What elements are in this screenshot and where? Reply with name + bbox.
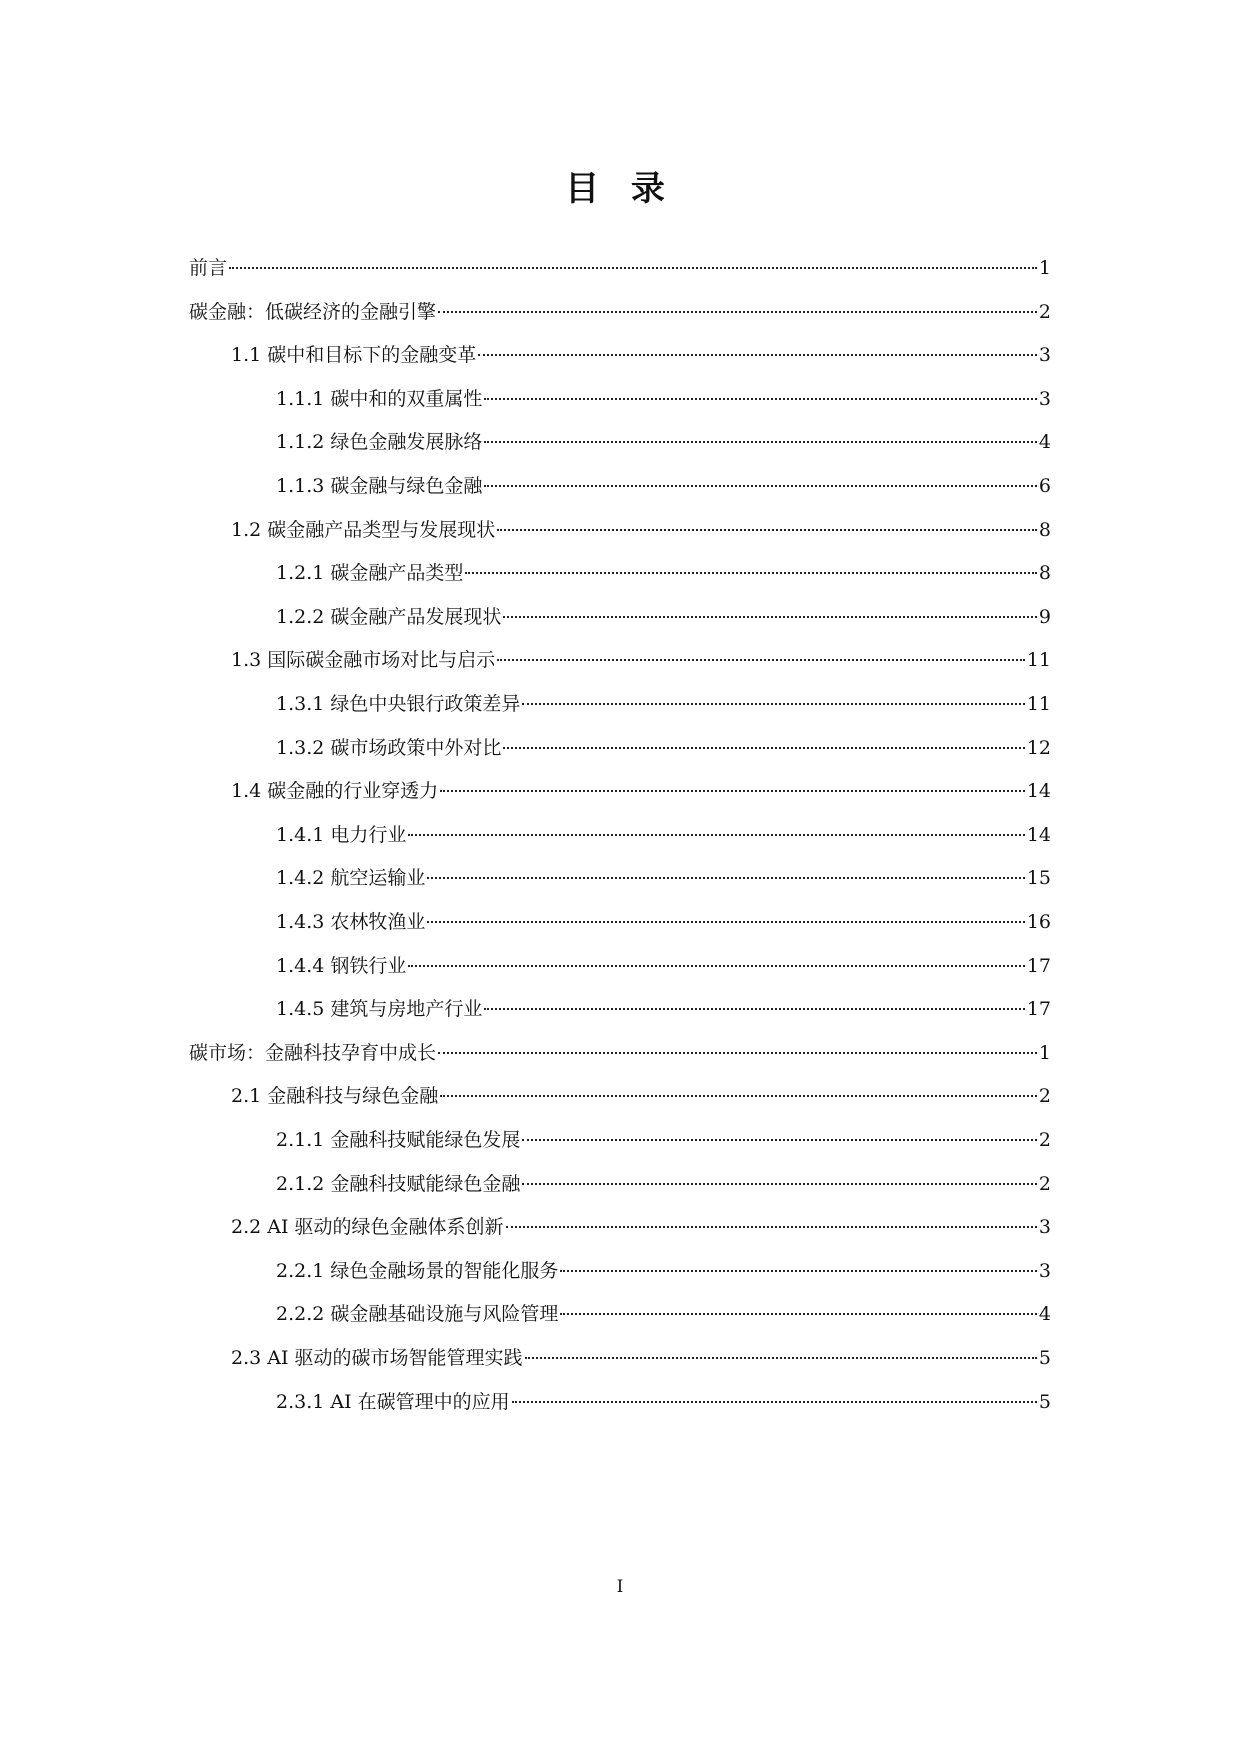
toc-dot-leader bbox=[497, 529, 1037, 531]
toc-entry[interactable] bbox=[189, 297, 1051, 327]
toc-entry[interactable] bbox=[276, 820, 1051, 850]
toc-entry-page-number: 3 bbox=[1038, 1216, 1051, 1239]
toc-entry[interactable] bbox=[189, 253, 1051, 283]
toc-entry-page-number: 17 bbox=[1026, 954, 1051, 977]
toc-entry-page-number: 11 bbox=[1026, 693, 1051, 715]
toc-entry[interactable] bbox=[231, 1081, 1051, 1111]
toc-entry-label: 1.1 碳中和目标下的金融变革 bbox=[231, 344, 477, 367]
toc-entry-label: 1.4.4 钢铁行业 bbox=[276, 954, 407, 977]
toc-dot-leader bbox=[484, 1008, 1024, 1010]
page-title: 目 录 bbox=[565, 169, 675, 209]
toc-entry[interactable] bbox=[276, 994, 1051, 1024]
toc-entry-label: 2.2 AI 驱动的绿色金融体系创新 bbox=[231, 1216, 504, 1239]
toc-dot-leader bbox=[408, 834, 1024, 836]
toc-entry-page-number: 15 bbox=[1026, 867, 1051, 890]
toc-entry-label: 1.4.5 建筑与房地产行业 bbox=[276, 998, 483, 1021]
toc-dot-leader bbox=[438, 311, 1037, 313]
toc-entry-label: 2.3 AI 驱动的碳市场智能管理实践 bbox=[231, 1347, 523, 1369]
toc-entry-page-number: 16 bbox=[1026, 911, 1051, 933]
toc-dot-leader bbox=[465, 572, 1037, 574]
toc-entry-page-number: 5 bbox=[1038, 1390, 1051, 1413]
toc-entry-page-number: 8 bbox=[1038, 562, 1051, 585]
toc-dot-leader bbox=[506, 1226, 1037, 1228]
toc-entry[interactable] bbox=[276, 1256, 1051, 1286]
toc-dot-leader bbox=[522, 1183, 1037, 1185]
toc-entry-page-number: 6 bbox=[1038, 475, 1051, 497]
toc-entry-page-number: 12 bbox=[1026, 736, 1051, 759]
toc-entry-page-number: 2 bbox=[1038, 300, 1051, 323]
toc-entry-label: 1.2.1 碳金融产品类型 bbox=[276, 562, 464, 585]
toc-entry-page-number: 1 bbox=[1038, 1041, 1051, 1064]
toc-entry-label: 1.4.2 航空运输业 bbox=[276, 867, 426, 890]
toc-dot-leader bbox=[560, 1270, 1037, 1272]
toc-entry-page-number: 14 bbox=[1026, 823, 1051, 846]
toc-dot-leader bbox=[484, 485, 1037, 487]
toc-entry-page-number: 4 bbox=[1038, 1303, 1051, 1326]
toc-entry[interactable] bbox=[276, 1125, 1051, 1155]
toc-entry-page-number: 2 bbox=[1038, 1085, 1051, 1108]
toc-entry-label: 1.3.2 碳市场政策中外对比 bbox=[276, 736, 502, 759]
toc-entry-label: 1.4.3 农林牧渔业 bbox=[276, 911, 426, 933]
toc-entry-label: 碳金融：低碳经济的金融引擎 bbox=[189, 300, 437, 323]
toc-dot-leader bbox=[560, 1313, 1037, 1315]
toc-entry[interactable] bbox=[276, 471, 1051, 501]
toc-entry-page-number: 11 bbox=[1026, 649, 1051, 672]
toc-entry-label: 前言 bbox=[189, 257, 228, 279]
toc-dot-leader bbox=[440, 1095, 1037, 1097]
toc-entry[interactable] bbox=[276, 1169, 1051, 1199]
toc-entry-label: 碳市场：金融科技孕育中成长 bbox=[189, 1041, 437, 1064]
toc-entry-label: 2.1.2 金融科技赋能绿色金融 bbox=[276, 1172, 521, 1195]
toc-entry[interactable] bbox=[276, 733, 1051, 763]
toc-entry-page-number: 17 bbox=[1026, 998, 1051, 1021]
toc-entry-page-number: 14 bbox=[1026, 780, 1051, 803]
toc-entry[interactable] bbox=[231, 645, 1051, 675]
toc-entry-label: 1.2 碳金融产品类型与发展现状 bbox=[231, 518, 496, 541]
toc-entry[interactable] bbox=[276, 1387, 1051, 1417]
toc-entry-page-number: 1 bbox=[1038, 257, 1051, 279]
toc-entry-label: 1.3.1 绿色中央银行政策差异 bbox=[276, 693, 521, 715]
toc-dot-leader bbox=[440, 790, 1025, 792]
toc-dot-leader bbox=[408, 965, 1024, 967]
toc-entry-page-number: 9 bbox=[1038, 605, 1051, 628]
toc-dot-leader bbox=[522, 703, 1024, 705]
toc-dot-leader bbox=[478, 354, 1037, 356]
toc-dot-leader bbox=[525, 1357, 1037, 1359]
toc-dot-leader bbox=[497, 659, 1025, 661]
toc-entry[interactable] bbox=[276, 1299, 1051, 1329]
page-number: I bbox=[616, 1577, 624, 1597]
toc-entry[interactable] bbox=[276, 384, 1051, 414]
toc-entry-label: 1.4 碳金融的行业穿透力 bbox=[231, 780, 439, 803]
toc-entry[interactable] bbox=[189, 1038, 1051, 1068]
toc-entry[interactable] bbox=[276, 863, 1051, 893]
toc-dot-leader bbox=[522, 1139, 1037, 1141]
toc-entry-page-number: 3 bbox=[1038, 1259, 1051, 1282]
toc-dot-leader bbox=[484, 441, 1037, 443]
toc-entry[interactable] bbox=[231, 776, 1051, 806]
toc-dot-leader bbox=[229, 267, 1037, 269]
toc-entry-label: 2.2.1 绿色金融场景的智能化服务 bbox=[276, 1259, 559, 1282]
toc-entry-page-number: 8 bbox=[1038, 518, 1051, 541]
toc-entry[interactable] bbox=[276, 427, 1051, 457]
toc-dot-leader bbox=[503, 747, 1024, 749]
toc-entry[interactable] bbox=[276, 907, 1051, 937]
toc-entry-label: 1.1.3 碳金融与绿色金融 bbox=[276, 475, 483, 497]
toc-dot-leader bbox=[484, 398, 1037, 400]
toc-entry-label: 1.1.2 绿色金融发展脉络 bbox=[276, 431, 483, 454]
toc-entry-label: 1.1.1 碳中和的双重属性 bbox=[276, 387, 483, 410]
toc-entry-label: 2.1 金融科技与绿色金融 bbox=[231, 1085, 439, 1108]
toc-entry-page-number: 2 bbox=[1038, 1129, 1051, 1151]
toc-entry-label: 2.3.1 AI 在碳管理中的应用 bbox=[276, 1390, 510, 1413]
toc-dot-leader bbox=[438, 1052, 1037, 1054]
toc-entry-page-number: 3 bbox=[1038, 387, 1051, 410]
toc-entry[interactable] bbox=[231, 1343, 1051, 1373]
toc-entry[interactable] bbox=[276, 558, 1051, 588]
toc-entry[interactable] bbox=[276, 689, 1051, 719]
toc-entry[interactable] bbox=[231, 340, 1051, 370]
toc-entry[interactable] bbox=[231, 1212, 1051, 1242]
toc-entry-label: 1.2.2 碳金融产品发展现状 bbox=[276, 605, 502, 628]
toc-dot-leader bbox=[427, 921, 1024, 923]
toc-entry[interactable] bbox=[276, 602, 1051, 632]
toc-entry[interactable] bbox=[231, 515, 1051, 545]
toc-dot-leader bbox=[503, 616, 1037, 618]
toc-dot-leader bbox=[427, 877, 1024, 879]
toc-entry-page-number: 5 bbox=[1038, 1347, 1051, 1369]
toc-entry-label: 2.2.2 碳金融基础设施与风险管理 bbox=[276, 1303, 559, 1326]
toc-entry-label: 1.4.1 电力行业 bbox=[276, 823, 407, 846]
toc-entry-page-number: 4 bbox=[1038, 431, 1051, 454]
toc-entry-page-number: 3 bbox=[1038, 344, 1051, 367]
toc-entry-label: 2.1.1 金融科技赋能绿色发展 bbox=[276, 1129, 521, 1151]
toc-entry-page-number: 2 bbox=[1038, 1172, 1051, 1195]
toc-entry[interactable] bbox=[276, 951, 1051, 981]
toc-entry-label: 1.3 国际碳金融市场对比与启示 bbox=[231, 649, 496, 672]
toc-dot-leader bbox=[512, 1401, 1037, 1403]
